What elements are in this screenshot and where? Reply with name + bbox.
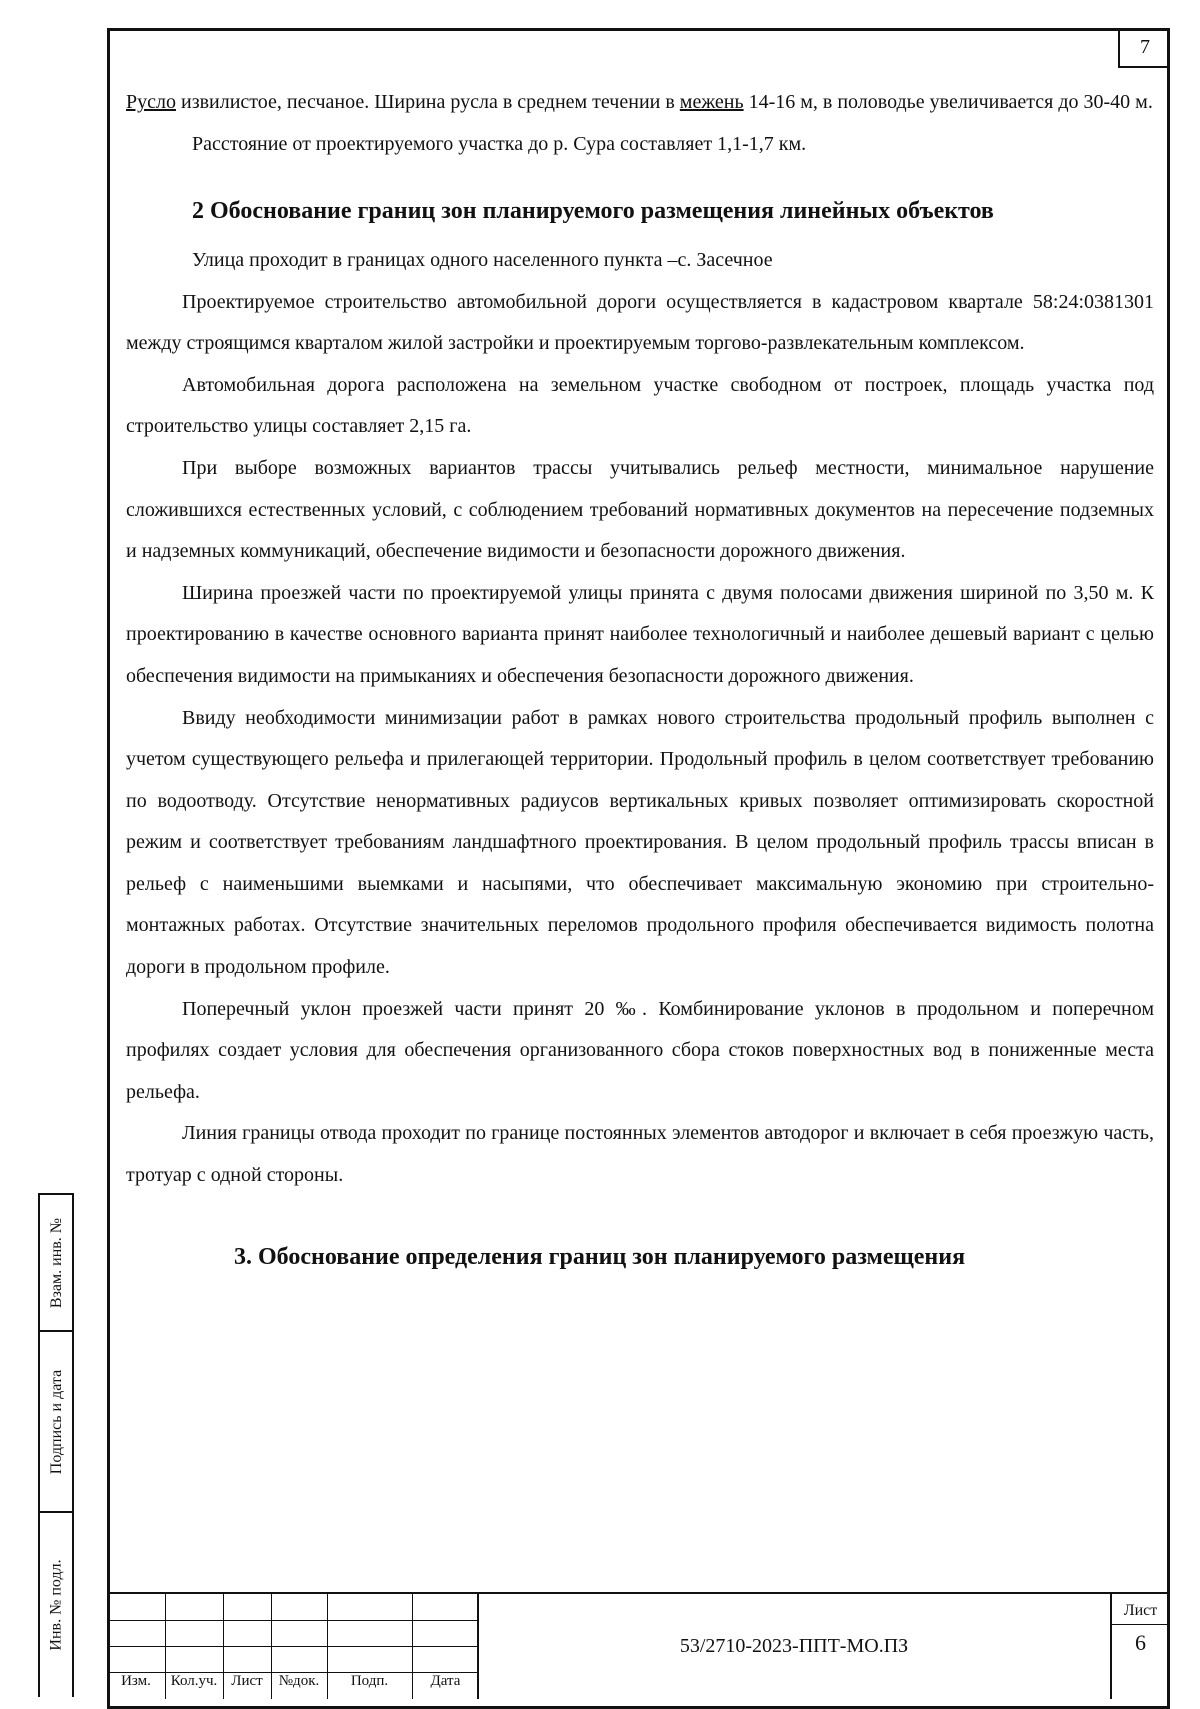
column-header: Подп. [350,1673,389,1689]
paragraph-street: Улица проходит в границах одного населенного пункта –с. Засечное [192,248,773,271]
paragraph-riverbed: Русло извилистое, песчаное. Ширина русла в среднем течении в межень 14-16 м, в половодье увеличивается до 30-40 м. [126,91,1153,113]
paragraph-route-options: При выборе возможных вариантов трассы учитывались рельеф местности, минимальное нарушение сложившихся естественных условий, с соблюдением требований нормативных документов на пересечение подземных и надземных коммуникаций, обеспечение видимости и безопасности дорожного движения. [126,456,1154,563]
paragraph-profile: Ввиду необходимости минимизации работ в рамках нового строительства продольный профиль выполнен с учетом существующего рельефа и прилегающей территории. Продольный профиль в целом соответствует требованию по водоотводу. Отсутствие ненормативных радиусов вертикальных кривых позволяет оптимизировать скоростной режим и соответствует требованиям ландшафтного проектирования. В целом продольный профиль трассы вписан в рельеф с наименьшими выемками и насыпями, что обеспечивает максимальную экономию при строительно-монтажных работах. Отсутствие значительных переломов продольного профиля обеспечивается видимость полотна дороги в продольном профиле. [126,706,1154,979]
column-header: Изм. [121,1673,151,1689]
column-header: №док. [278,1673,320,1689]
column-header: Дата [430,1673,461,1689]
column-header: Лист [231,1673,263,1689]
revision-table [107,1594,479,1699]
stamp-cell-vzam: Взам. инв. № [40,1193,74,1330]
sheet-cell [1110,1594,1169,1699]
page-number: 7 [1118,28,1170,68]
sheet-label: Лист [1112,1602,1169,1625]
sheet-number: 6 [1135,1630,1146,1655]
paragraph-boundary: Линия границы отвода проходит по границе постоянных элементов автодорог и включает в себя проезжую часть, тротуар с одной стороны. [126,1122,1154,1187]
document-body [126,82,1154,1271]
paragraph-cadastral: Проектируемое строительство автомобильной дороги осуществляется в кадастровом квартале 58:24:0381301 между строящимся кварталом жилой застройки и проектируемым торгово-развлекательным комплексом. [126,290,1154,355]
section-heading-3: 3. Обоснование определения границ зон планируемого размещения [234,1243,966,1270]
paragraph-carriageway: Ширина проезжей части по проектируемой улицы принята с двумя полосами движения шириной по 3,50 м. К проектированию в качестве основного варианта принят наиболее технологичный и наиболее дешевый вариант с целью обеспечения видимости на примыканиях и обеспечения безопасности дорожного движения. [126,581,1154,687]
stamp-cell-inv: Инв. № подл. [40,1511,74,1697]
section-heading-2: 2 Обоснование границ зон планируемого размещения линейных объектов [192,198,994,225]
paragraph-distance: Расстояние от проектируемого участка до р. Сура составляет 1,1-1,7 км. [192,132,807,155]
left-stamp-column [38,1193,109,1697]
paragraph-road-area: Автомобильная дорога расположена на земельном участке свободном от построек, площадь участка под строительство улицы составляет 2,15 га. [126,373,1154,438]
paragraph-slope: Поперечный уклон проезжей части принят 20 ‰. Комбинирование уклонов в продольном и поперечном профилях создает условия для обеспечения организованного сбора стоков поверхностных вод в пониженные места рельефа. [126,997,1154,1103]
stamp-cell-podpis: Подпись и дата [40,1330,74,1511]
document-code: 53/2710-2023-ППТ-МО.ПЗ [679,1635,909,1657]
column-header: Кол.уч. [170,1673,218,1689]
title-block [107,1592,1170,1699]
